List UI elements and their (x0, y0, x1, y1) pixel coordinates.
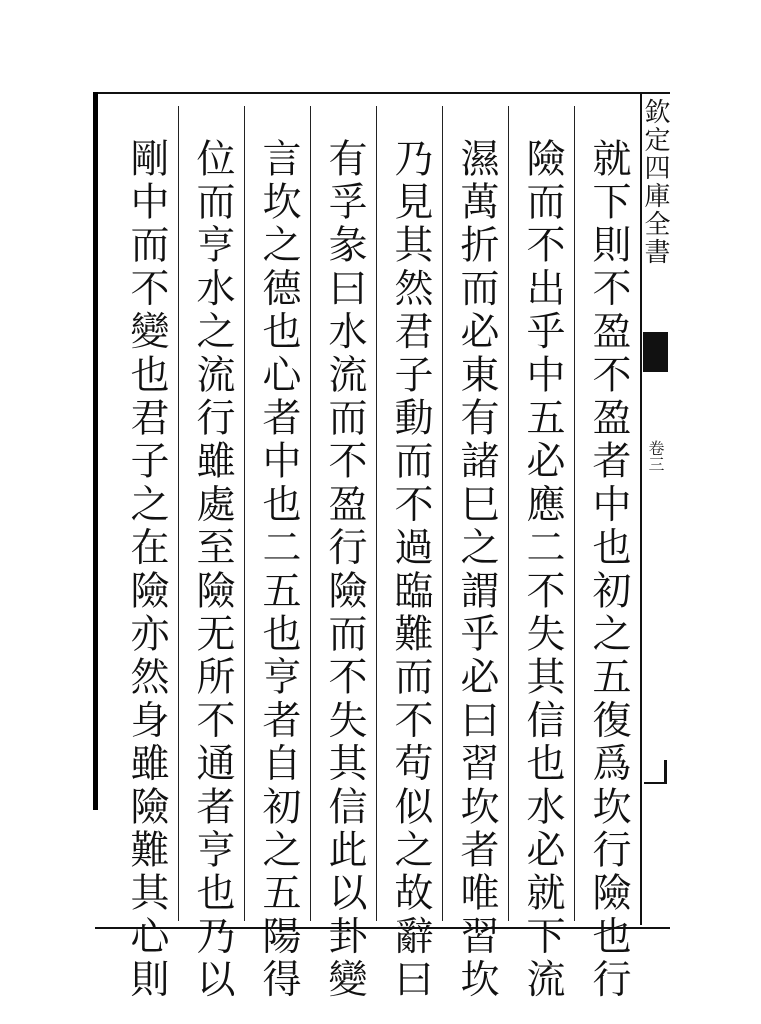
left-border-bar (93, 92, 98, 810)
text-column: 乃見其然君子動而不過臨難而不苟似之故辭曰 (388, 138, 433, 1002)
text-column: 濕萬折而必東有諸巳之謂乎必曰習坎者唯習坎 (454, 138, 499, 1002)
column-rule (376, 106, 377, 921)
page-number-mark (644, 760, 667, 784)
text-column: 言坎之德也心者中也二五也亨者自初之五陽得 (256, 138, 301, 1002)
column-rule (442, 106, 443, 921)
fish-tail-mark (643, 332, 668, 372)
text-column: 位而亨水之流行雖處至險无所不通者亨也乃以 (190, 138, 235, 1002)
text-column: 剛中而不變也君子之在險亦然身雖險難其心則 (124, 138, 169, 1002)
book-title: 欽定四庫全書 (640, 98, 670, 266)
text-column: 險而不出乎中五必應二不失其信也水必就下流 (520, 138, 565, 1002)
column-rule (244, 106, 245, 921)
juan-label: 卷三 (646, 440, 665, 472)
column-rule (178, 106, 179, 921)
text-column: 有孚彖曰水流而不盈行險而不失其信此以卦變 (322, 138, 367, 1002)
text-column: 就下則不盈不盈者中也初之五復爲坎行險也行 (586, 138, 631, 1002)
column-rule (574, 106, 575, 921)
column-rule (508, 106, 509, 921)
column-rule (310, 106, 311, 921)
